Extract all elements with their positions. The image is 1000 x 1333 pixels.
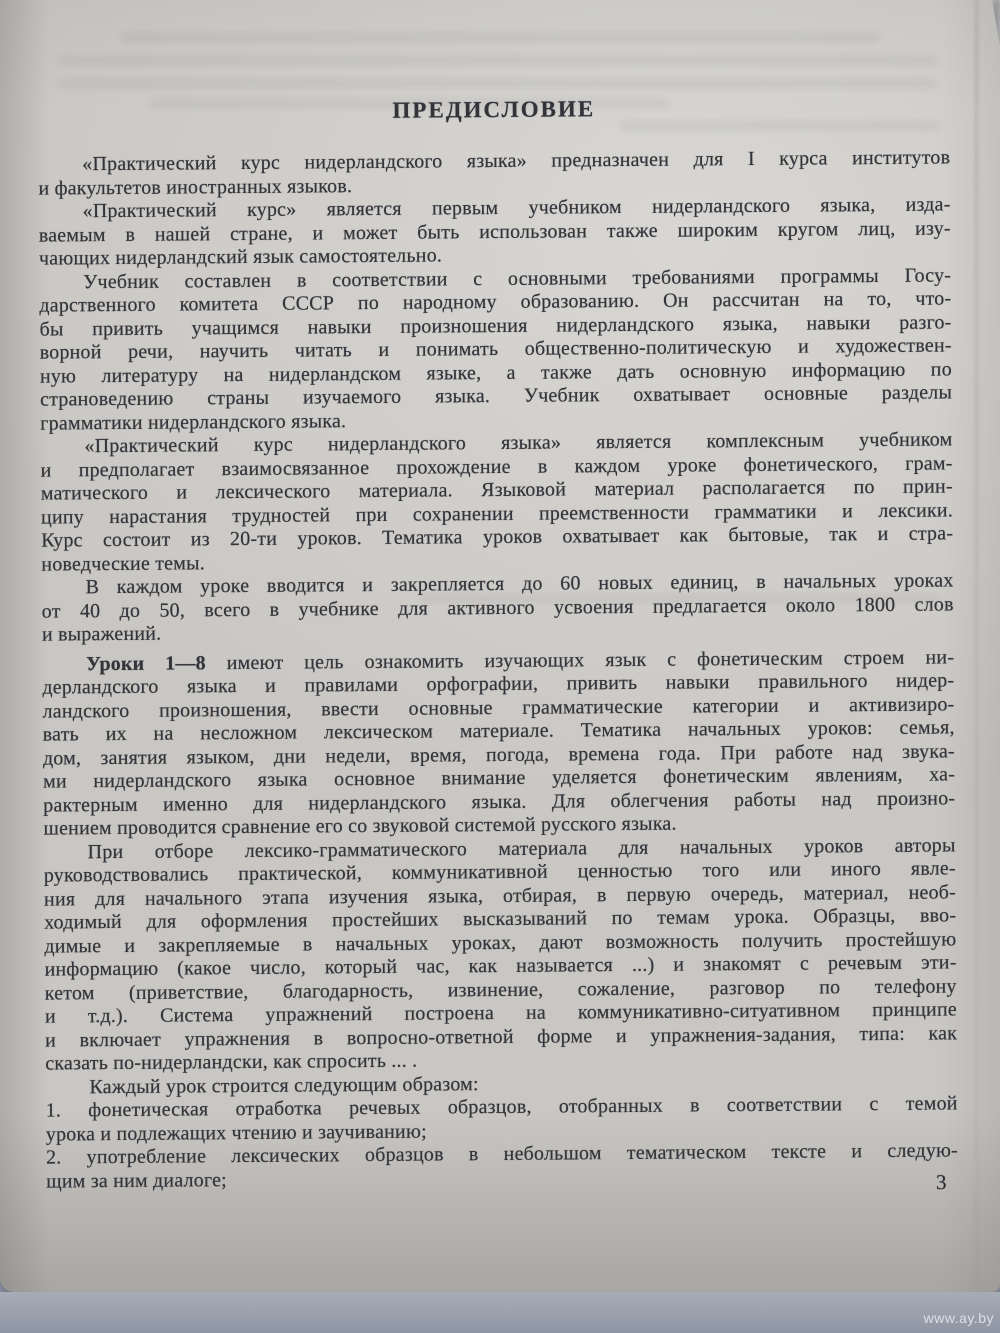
text-line: и выражений. [41,622,162,646]
text-line: ми нидерландского языка основное внимание уделяется фонетическим явлениям, ха- [42,763,956,793]
paragraph [40,428,953,576]
text-line: руководствовались практической, коммуникативной ценностью того или иного явле- [43,857,956,887]
text-line: Курс состоит из 20-ти уроков. Тематика уроков охватывает как бытовые, так и стра- [41,522,954,552]
text-line: ния для начального этапа изучения языка, отбирая, в первую очередь, материал, необ- [43,880,957,911]
paragraph [39,193,952,271]
text-line: страноведению страны изучаемого языка. Учебник охватывает основные разделы [39,381,953,411]
paragraph [44,834,958,1076]
text-line: шением проводится сравнение его со звуковой системой русского языка. [43,812,677,840]
text-line: димые и закрепляемые в начальных уроках, дают возможность получить простейшую [44,927,957,958]
text-line: грамматики нидерландского языка. [40,409,347,435]
watermark: www.ay.by [923,1310,994,1326]
paragraph [46,1139,958,1193]
text-line: При отборе лексико-грамматического материала для начальных уроков авторы [87,833,956,863]
text-line: вать их на несложном лексическом материале. Тематика начальных уроков: семья, [42,716,955,746]
text-line: ходимый для оформления простейших высказываний по темам урока. Образцы, вво- [44,904,957,934]
ink-showthrough [58,78,938,89]
ink-showthrough [58,55,938,66]
paragraph [42,646,955,841]
text-line: урока и подлежащих чтению и заучиванию; [45,1120,427,1146]
text-line: ворной речи, научить читать и понимать общественно-политическую и художествен- [39,334,952,364]
text-line: матического и лексического материала. Языковой материал располагается по прин- [40,475,953,505]
text-line: ваемым в нашей стране, и может быть использован также широким кругом лиц, изу- [38,216,951,247]
ink-showthrough [120,32,880,43]
text-line: дом, занятия языком, дни недели, время, погода, времена года. При работе над звука- [42,739,955,770]
preface-text [38,146,958,1193]
text-line: Уроки 1—8 имеют цель ознакомить изучающих язык с фонетическим строем ни- [86,645,955,675]
text-line: В каждом уроке вводится и закрепляется до 60 новых единиц, в начальных уроках [85,569,954,599]
text-line: сказать по-нидерландски, как спросить ... . [45,1049,418,1075]
text-line: ную литературу на нидерландском языке, а также дать основную информацию по [39,357,952,388]
text-line: и предполагает взаимосвязанное прохождение в каждом уроке фонетического, грам- [40,451,953,482]
text-line: 2. употребление лексических образцов в небольшом тематическом тексте и следую- [45,1139,959,1169]
text-line: Каждый урок строится следующим образом: [89,1072,479,1098]
page-number: 3 [935,1169,947,1195]
text-line: новедческие темы. [41,551,205,576]
text-line: дерландского языка и правилами орфографии, привить навыки правильного нидер- [42,669,955,699]
text-line: от 40 до 50, всего в учебнике для активного усвоения предлагается около 1800 слов [41,592,954,623]
text-line: и т.д.). Система упражнений построена на коммуникативно-ситуативном принципе [44,998,957,1028]
preface-content [38,92,959,1193]
paragraph [39,264,952,436]
text-line: «Практический курс нидерландского языка» является комплексным учебником [84,428,953,458]
page-title: ПРЕДИСЛОВИЕ [392,96,596,123]
text-line: 1. фонетическая отработка речевых образцов, отобранных в соответствии с темой [45,1092,958,1122]
text-line: ципу нарастания трудностей при сохранении преемственности грамматики и лексики. [40,498,954,529]
text-line: дарственного комитета СССР по народному образованию. Он рассчитан на то, что- [39,287,952,317]
text-line: Учебник составлен в соответствии с основными требованиями программы Госу- [83,263,952,293]
page-corner-shadow [992,0,1000,46]
text-line: ландского произношения, ввести основные грамматические категории и активизиро- [42,692,955,723]
text-line: щим за ним диалоге; [46,1168,227,1193]
text-line: «Практический курс нидерландского языка» предназначен для I курса институтов [82,146,951,176]
page-edge [975,0,978,1292]
text-line: чающих нидерландский язык самостоятельно. [38,244,443,270]
text-line: кетом (приветствие, благодарность, извинение, сожаление, разговор по телефону [44,974,957,1005]
paragraph [46,1092,958,1146]
text-line: рактерным именно для нидерландского языка. Для облегчения работы над произно- [43,786,956,817]
text-line: информацию (какое число, который час, как называется ...) и знакомят с речевым эти- [44,951,957,981]
text-line: «Практический курс» является первым учебником нидерландского языка, изда- [82,193,951,223]
text-line: бы привить учащимся навыки произношения нидерландского языка, навыки разго- [39,310,952,341]
paragraph [41,569,954,647]
text-line: и включает упражнения в вопросно-ответной форме и упражнения-задания, типа: как [45,1021,958,1052]
paragraph [38,146,950,200]
table-surface [0,1292,1000,1333]
text-line: и факультетов иностранных языков. [38,174,353,200]
